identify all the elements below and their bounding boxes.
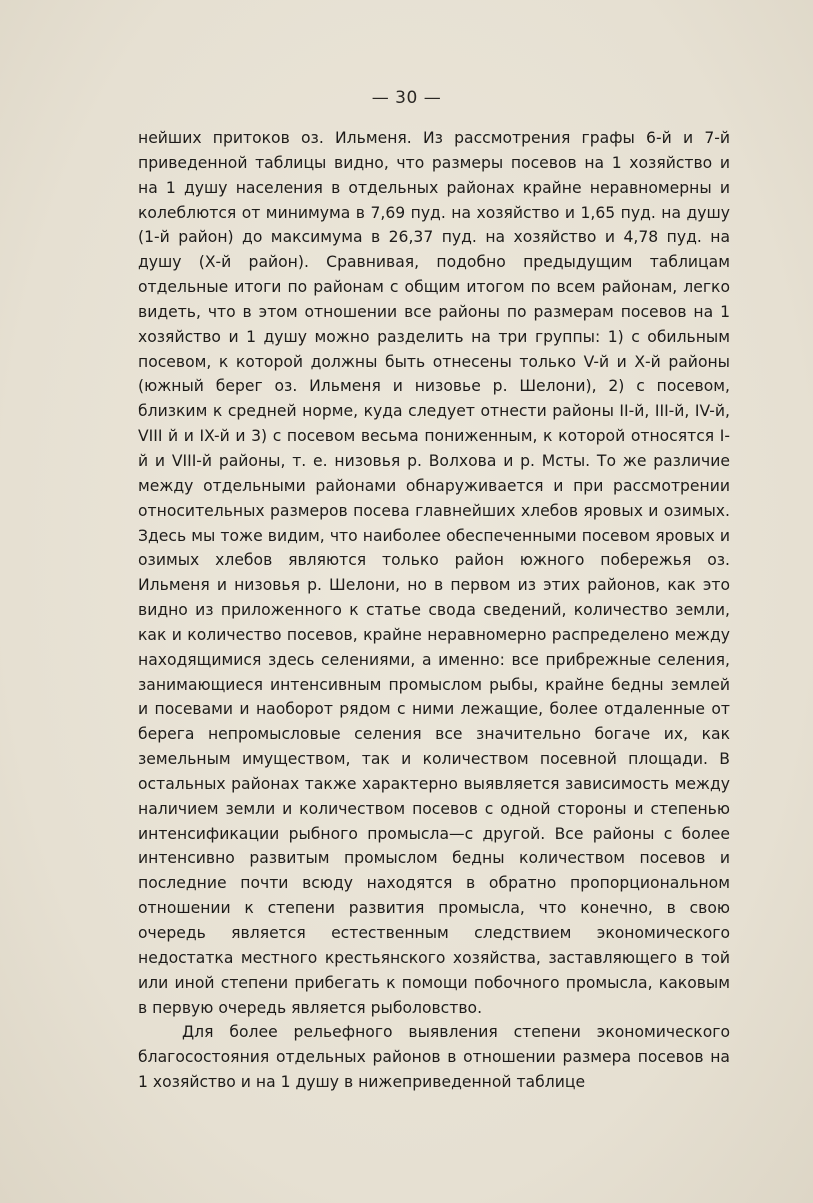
paragraph: нейших притоков оз. Ильменя. Из рассмотрения графы 6-й и 7-й приведенной таблицы видно, что размеры посевов на 1 хозяйство и на 1 душу населения в отдельных районах крайне неравномерны и колеблются от минимума в 7,69 пуд. на хозяйство и 1,65 пуд. на душу (1-й район) до максимума в 26,37 пуд. на хозяйство и 4,78 пуд. на душу (Х-й район). Сравнивая, подобно предыдущим таблицам отдельные итоги по районам с общим итогом по всем районам, легко видеть, что в этом отношении все районы по размерам посевов на 1 хозяйство и 1 душу можно разделить на три группы: 1) с обильным посевом, к которой должны быть отнесены только V-й и Х-й районы (южный берег оз. Ильменя и низовье р. Шелони), 2) с посевом, близким к средней норме, куда следует отнести районы II-й, III-й, IV-й, VIII й и IX-й и 3) с посевом весьма пониженным, к которой относятся I-й и VIII-й районы, т. е. низовья р. Волхова и р. Мсты. То же различие между отдельными районами обнаруживается и при рассмотрении относительных размеров посева главнейших хлебов яровых и озимых. Здесь мы тоже видим, что наиболее обеспеченными посевом яровых и озимых хлебов являются только район южного побережья оз. Ильменя и низовья р. Шелони, но в первом из этих районов, как это видно из приложенного к статье свода сведений, количество земли, как и количество посевов, крайне неравномерно распределено между находящимися здесь селениями, а именно: все прибрежные селения, занимающиеся интенсивным промыслом рыбы, крайне бедны землей и посевами и наоборот рядом с ними лежащие, более отдаленные от берега непромысловые селения все значительно богаче их, как земельным имуществом, так и количеством посевной площади. В остальных районах также характерно выявляется зависимость между наличием земли и количеством посевов с одной стороны и степенью интенсификации рыбного промысла—с другой. Все районы с более интенсивно развитым промыслом бедны количеством посевов и последние почти всюду находятся в обратно пропорциональном отношении к степени развития промысла, что конечно, в свою очередь является естественным следствием экономического недостатка местного крестьянского хозяйства, заставляющего в той или иной степени прибегать к помощи побочного промысла, каковым в первую очередь является рыболовство.: [138, 129, 730, 1017]
body-text: [138, 126, 730, 1095]
page-number: — 30 —: [371, 88, 442, 108]
paragraph: Для более рельефного выявления степени экономического благосостояния отдельных районов в отношении размера посевов на 1 хозяйство и на 1 душу в нижеприведенной таблице: [138, 1023, 730, 1092]
